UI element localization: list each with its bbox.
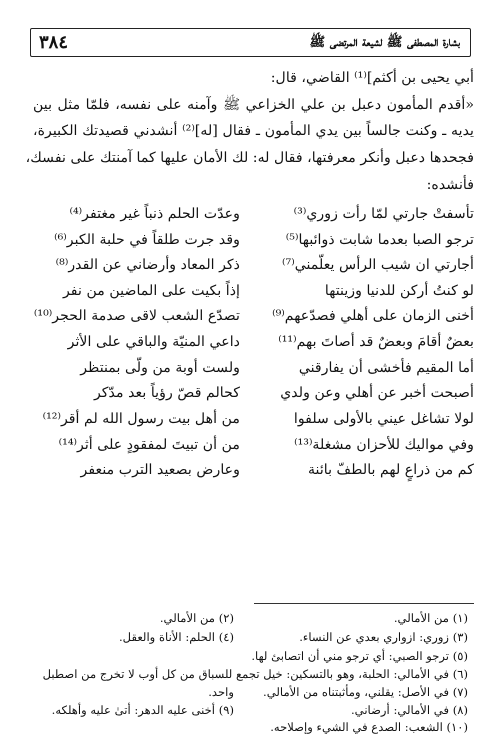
verse-1-second-hemistich: وعدّت الحلم ذنباً غير مغتفر⁽⁴⁾: [69, 206, 240, 222]
footnote-9: (٩) أخنى عليه الدهر: أتىٰ عليه وأهلكه.: [51, 703, 234, 717]
footnote-2: (٢) من الأمالي.: [159, 611, 234, 625]
verse-4-second-hemistich: إذاً بكيت على الماضين من نفر: [62, 283, 240, 299]
verse-10-first-hemistich: وفي مواليك للأحزان مشغلة⁽¹³⁾: [294, 437, 474, 453]
verse-1-first-hemistich: تأسفتْ جارتي لمّا رأت زوري⁽³⁾: [293, 206, 474, 222]
footnote-4: (٤) الحلم: الأناة والعقل.: [119, 630, 234, 644]
footnote-6-continued: واحد.: [208, 685, 234, 699]
verse-8-second-hemistich: كحالم قصّ رؤياً بعد مدّكر: [93, 385, 240, 401]
verse-9-first-hemistich: لولا تشاغل عيني بالأولى سلفوا: [293, 411, 474, 427]
verse-11-second-hemistich: وعارض بصعيد الترب منعفر: [80, 462, 240, 478]
intro-line-5: فأنشده:: [426, 177, 474, 193]
running-title: بشارة المصطفى ﷺ لشيعة المرتضى ﷺ: [309, 35, 460, 50]
verse-8-first-hemistich: أصبحت أخبر عن أهلي وعن ولدي: [280, 385, 474, 401]
intro-line-4: فجحدها دعبل وأنكر معرفتها، فقال له: لك الأمان عليها كما آمنتك على نفسك،: [25, 150, 474, 166]
verse-6-second-hemistich: داعي المنيّة والباقي على الأثر: [67, 334, 240, 350]
verse-10-second-hemistich: من أن تبيتَ لمفقودٍ على أثر⁽¹⁴⁾: [58, 437, 240, 453]
intro-line-1: أبي يحيى بن أكثم]⁽¹⁾ القاضي، قال:: [270, 70, 474, 86]
footnote-8: (٨) في الأمالي: أرضاني.: [350, 703, 468, 717]
verse-7-first-hemistich: أما المقيم فأخشى أن يفارقني: [298, 360, 474, 376]
verse-5-first-hemistich: أخنى الزمان على أهلي فصدّعهم⁽⁹⁾: [272, 308, 474, 324]
verse-9-second-hemistich: من أهل بيت رسول الله لم أقر⁽¹²⁾: [42, 411, 240, 427]
footnote-3: (٣) زوري: ازواري بعدي عن النساء.: [299, 630, 468, 644]
verse-2-first-hemistich: ترجو الصبا بعدما شابت ذوائبها⁽⁵⁾: [285, 232, 474, 248]
verse-6-first-hemistich: بعضٌ أقامَ وبعضٌ قد أصاتَ بهم⁽¹¹⁾: [278, 334, 474, 350]
verse-11-first-hemistich: كم من ذراعٍ لهم بالطفّ بائنة: [307, 462, 474, 478]
intro-line-3: يديه ـ وكنت جالساً بين يدي المأمون ـ فقال [له]⁽²⁾ أنشدني قصيدتك الكبيرة،: [33, 123, 474, 139]
verse-2-second-hemistich: وقد جرت طلقاً في حلبة الكبر⁽⁶⁾: [54, 232, 240, 248]
verse-4-first-hemistich: لو كنتُ أركن للدنيا وزينتها: [324, 283, 474, 299]
footnote-1: (١) من الأمالي.: [393, 611, 468, 625]
page-header: [30, 28, 471, 57]
footnote-5: (٥) ترجو الصبي: أي ترجو مني أن اتصابئ لها.: [251, 649, 468, 663]
verse-3-first-hemistich: أجارتي ان شيب الرأس يعلّمني⁽⁷⁾: [282, 257, 474, 273]
page-number: ٣٨٤: [39, 32, 69, 53]
intro-line-2: «أقدم المأمون دعبل بن علي الخزاعي ﷺ وآمنه على نفسه، فلمّا مثل بين: [33, 97, 474, 113]
footnote-10: (١٠) الشعب: الصدع في الشيء وإصلاحه.: [270, 720, 468, 734]
verse-5-second-hemistich: تصدّع الشعب لاقى صدمة الحجر⁽¹⁰⁾: [33, 308, 240, 324]
footnote-6: (٦) في الأمالي: الحلبة، وهو بالتسكين: خيل تجمع للسباق من كل أوب لا تخرج من اصطبل: [42, 667, 468, 681]
footnote-7: (٧) في الأصل: يقلني، ومأثبتناه من الأمالي.: [263, 685, 468, 699]
verse-7-second-hemistich: ولست أوبة من ولّى بمنتظر: [80, 360, 240, 376]
footnote-separator: [254, 603, 474, 604]
verse-3-second-hemistich: ذكر المعاد وأرضاني عن القدر⁽⁸⁾: [55, 257, 240, 273]
